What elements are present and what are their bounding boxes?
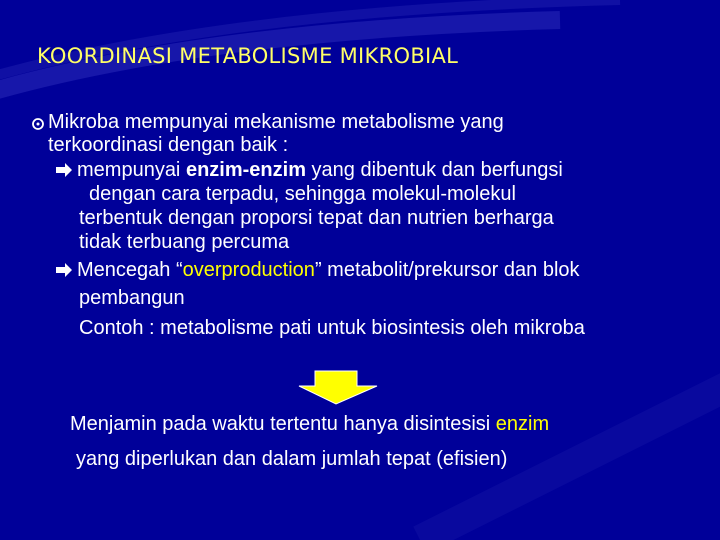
- point-1-line-1: [55, 158, 563, 182]
- point-1-line-3: terbentuk dengan proporsi tepat dan nutrien berharga: [79, 207, 554, 229]
- conclusion-line-1: [70, 412, 549, 436]
- ring-bullet-icon: [31, 117, 45, 134]
- point-1-suffix: yang dibentuk dan berfungsi: [311, 159, 563, 181]
- point-1-line-2: dengan cara terpadu, sehingga molekul-molekul: [89, 183, 516, 205]
- right-arrow-icon: [55, 158, 77, 182]
- bullet-line-2: terkoordinasi dengan baik :: [48, 134, 289, 156]
- conclusion-line-2: yang diperlukan dan dalam jumlah tepat (efisien): [76, 448, 508, 470]
- bullet-line-1: Mikroba mempunyai mekanisme metabolisme yang: [48, 111, 504, 133]
- point-2-highlight: overproduction: [182, 259, 315, 281]
- right-arrow-icon: [55, 258, 77, 282]
- slide-title: KOORDINASI METABOLISME MIKROBIAL: [37, 44, 459, 68]
- point-2-prefix: Mencegah “: [77, 259, 183, 281]
- conclusion-highlight: enzim: [495, 413, 550, 435]
- conclusion-prefix: Menjamin pada waktu tertentu hanya disintesisi: [70, 413, 491, 435]
- point-2-example: Contoh : metabolisme pati untuk biosintesis oleh mikroba: [79, 317, 585, 339]
- down-arrow-icon: [297, 370, 381, 406]
- point-2-line-1: [55, 258, 580, 282]
- point-1-line-4: tidak terbuang percuma: [79, 231, 290, 253]
- point-2-line-2: pembangun: [79, 287, 185, 309]
- point-1-bold-term: enzim-enzim: [185, 159, 306, 181]
- point-1-prefix: mempunyai: [77, 159, 181, 181]
- point-2-suffix: ” metabolit/prekursor dan blok: [314, 259, 580, 281]
